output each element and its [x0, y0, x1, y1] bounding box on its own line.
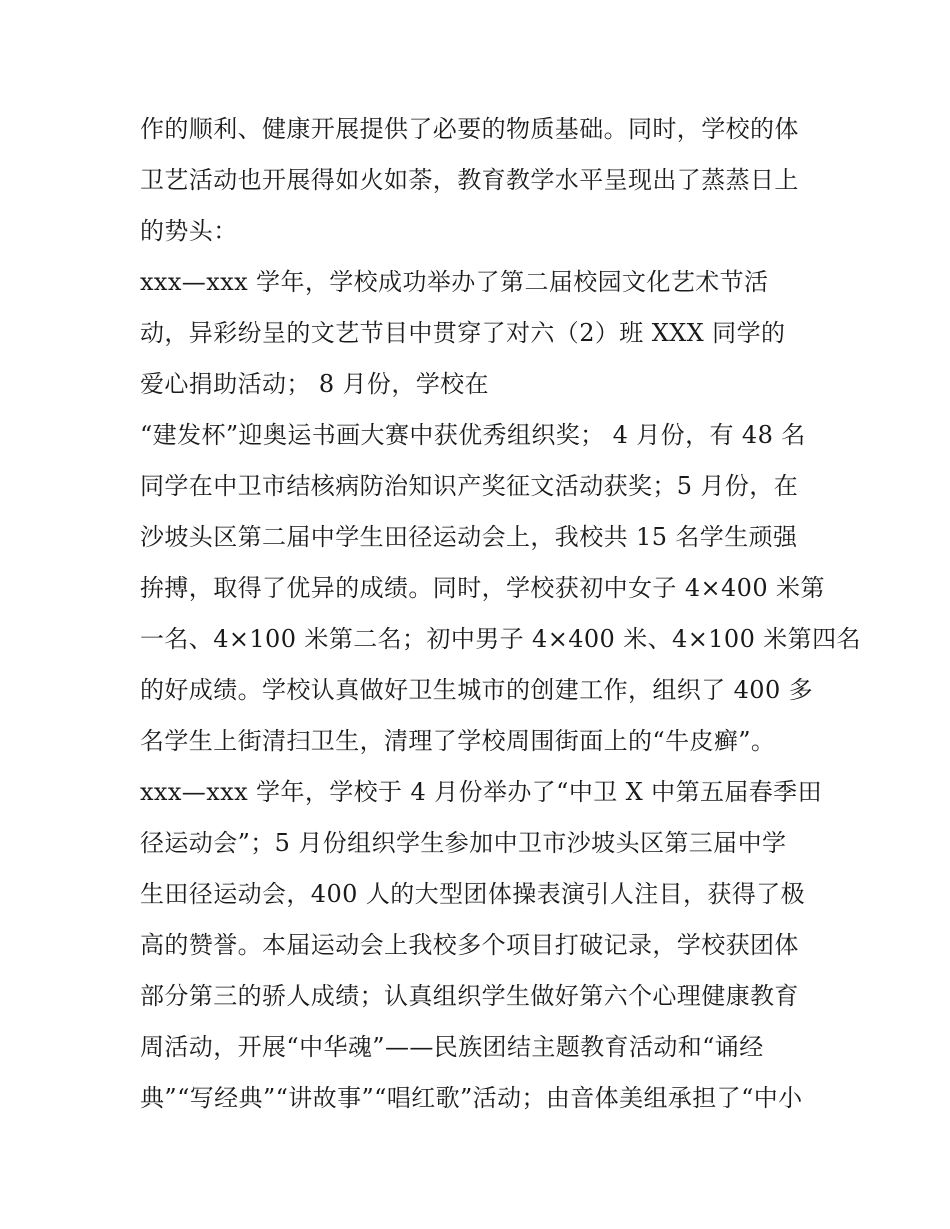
text-line: 爱心捐助活动； 8 月份，学校在 [140, 370, 489, 398]
text-line: 周活动，开展“中华魂”——民族团结主题教育活动和“诵经 [140, 1033, 764, 1061]
text-line: 作的顺利、健康开展提供了必要的物质基础。同时，学校的体 [140, 115, 799, 143]
text-line: 沙坡头区第二届中学生田径运动会上，我校共 15 名学生顽强 [140, 523, 798, 551]
text-line: 拚搏，取得了优异的成绩。同时，学校获初中女子 4×400 米第 [140, 574, 825, 602]
text-line: 的势头： [140, 217, 238, 245]
text-line: 动，异彩纷呈的文艺节目中贯穿了对六（2）班 XXX 同学的 [140, 319, 786, 347]
text-line: 名学生上街清扫卫生，清理了学校周围街面上的“牛皮癣”。 [140, 727, 776, 755]
text-line: 一名、4×100 米第二名；初中男子 4×400 米、4×100 米第四名 [140, 625, 861, 653]
text-line: 同学在中卫市结核病防治知识产奖征文活动获奖；5 月份，在 [140, 472, 799, 500]
text-line: 生田径运动会，400 人的大型团体操表演引人注目，获得了极 [140, 880, 806, 908]
text-line: 径运动会”；5 月份组织学生参加中卫市沙坡头区第三届中学 [140, 829, 787, 857]
text-line: xxx—xxx 学年，学校成功举办了第二届校园文化艺术节活 [140, 268, 769, 296]
text-line: 部分第三的骄人成绩；认真组织学生做好第六个心理健康教育 [140, 982, 799, 1010]
text-line: 卫艺活动也开展得如火如荼，教育教学水平呈现出了蒸蒸日上 [140, 166, 799, 194]
text-line: 高的赞誉。本届运动会上我校多个项目打破记录，学校获团体 [140, 931, 799, 959]
text-line: “建发杯”迎奥运书画大赛中获优秀组织奖； 4 月份，有 48 名 [140, 421, 806, 449]
body-text [140, 104, 861, 1124]
text-line: 的好成绩。学校认真做好卫生城市的创建工作，组织了 400 多 [140, 676, 814, 704]
text-line: 典”“写经典”“讲故事”“唱红歌”活动；由音体美组承担了“中小 [140, 1084, 803, 1112]
text-line: xxx—xxx 学年，学校于 4 月份举办了“中卫 X 中第五届春季田 [140, 778, 822, 806]
